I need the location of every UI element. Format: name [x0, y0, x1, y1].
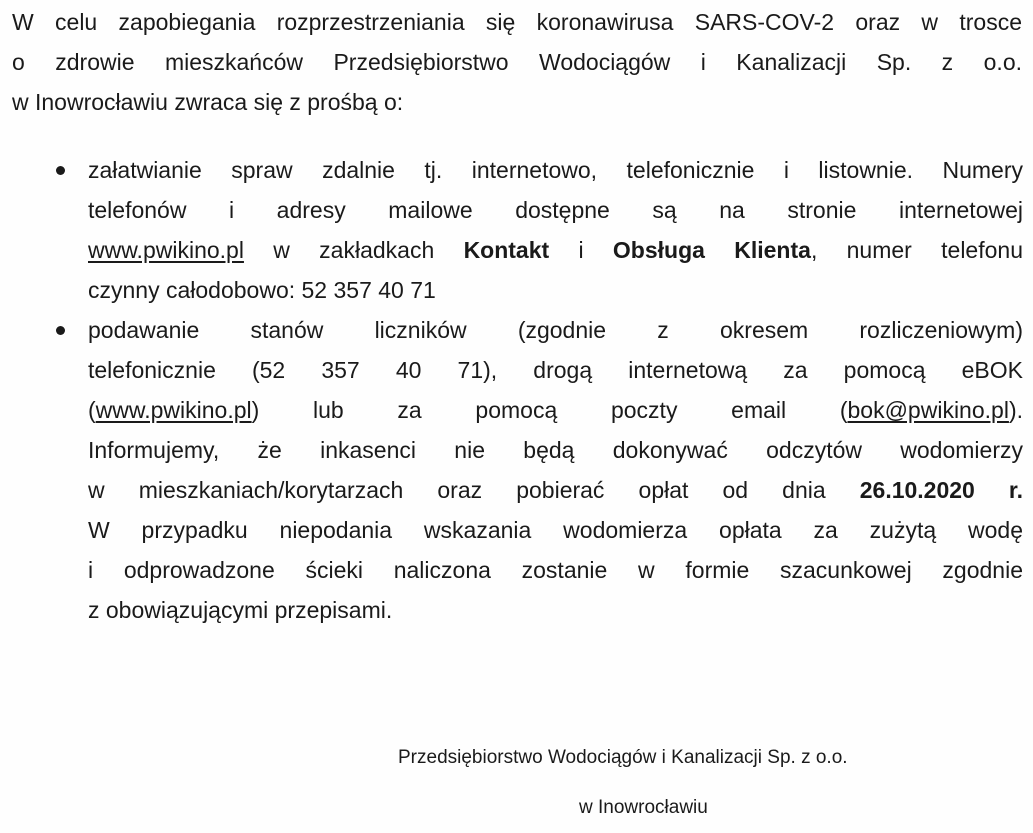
item2-line-1: podawanie stanów liczników (zgodnie z okresem rozliczeniowym) — [88, 317, 1023, 343]
list-item-text — [88, 150, 1023, 310]
effective-date: 26.10.2020 r. — [859, 477, 1024, 503]
intro-line-2: o zdrowie mieszkańców Przedsiębiorstwo Wodociągów i Kanalizacji Sp. z o.o. — [12, 49, 1022, 75]
intro-paragraph — [12, 2, 1022, 122]
bullet-icon — [54, 150, 68, 164]
item1-line-3-text-a: w zakładkach — [243, 237, 464, 263]
item2-line-6: W przypadku niepodania wskazania wodomierza opłata za zużytą wodę — [88, 517, 1023, 543]
paren-open: ( — [88, 397, 96, 423]
item1-line-3 — [88, 230, 1023, 270]
item2-line-4: Informujemy, że inkasenci nie będą dokonywać odczytów wodomierzy — [88, 437, 1023, 463]
item2-line-3 — [88, 390, 1023, 430]
list-item-meter-readings — [0, 310, 1033, 630]
intro-line-1: W celu zapobiegania rozprzestrzeniania się koronawirusa SARS-COV-2 oraz w trosce — [12, 9, 1022, 35]
item2-line-8: z obowiązującymi przepisami. — [88, 597, 393, 623]
paren-close: ). — [1008, 397, 1023, 423]
signature-company: Przedsiębiorstwo Wodociągów i Kanalizacji Sp. z o.o. — [398, 747, 848, 768]
item1-line-2: telefonów i adresy mailowe dostępne są na stronie internetowej — [88, 197, 1023, 223]
intro-line-3: w Inowrocławiu zwraca się z prośbą o: — [12, 89, 404, 115]
bullet-icon — [54, 310, 68, 324]
website-link[interactable]: www.pwikino.pl — [88, 237, 244, 263]
item2-line-7: i odprowadzone ścieki naliczona zostanie w formie szacunkowej zgodnie — [88, 557, 1023, 583]
list-item-remote-matters — [0, 150, 1033, 310]
item1-line-3-text-c: , numer telefonu — [810, 237, 1023, 263]
customer-service-tab-name: Obsługa Klienta — [612, 237, 811, 263]
ebok-website-link[interactable]: www.pwikino.pl — [95, 397, 252, 423]
email-link[interactable]: bok@pwikino.pl — [847, 397, 1009, 423]
item2-line-5 — [88, 470, 1023, 510]
kontakt-tab-name: Kontakt — [463, 237, 550, 263]
request-list — [0, 150, 1033, 630]
list-item-text — [88, 310, 1023, 630]
item2-line-2: telefonicznie (52 357 40 71), drogą internetową za pomocą eBOK — [88, 357, 1023, 383]
item1-line-1: załatwianie spraw zdalnie tj. internetowo, telefonicznie i listownie. Numery — [88, 157, 1023, 183]
item2-line-3-mid: ) lub za pomocą poczty email ( — [251, 397, 848, 423]
item1-line-3-text-b: i — [549, 237, 613, 263]
item1-line-4: czynny całodobowo: 52 357 40 71 — [88, 277, 436, 303]
item2-line-5-text: w mieszkaniach/korytarzach oraz pobierać opłat od dnia — [88, 477, 860, 503]
signature-city: w Inowrocławiu — [579, 797, 708, 818]
